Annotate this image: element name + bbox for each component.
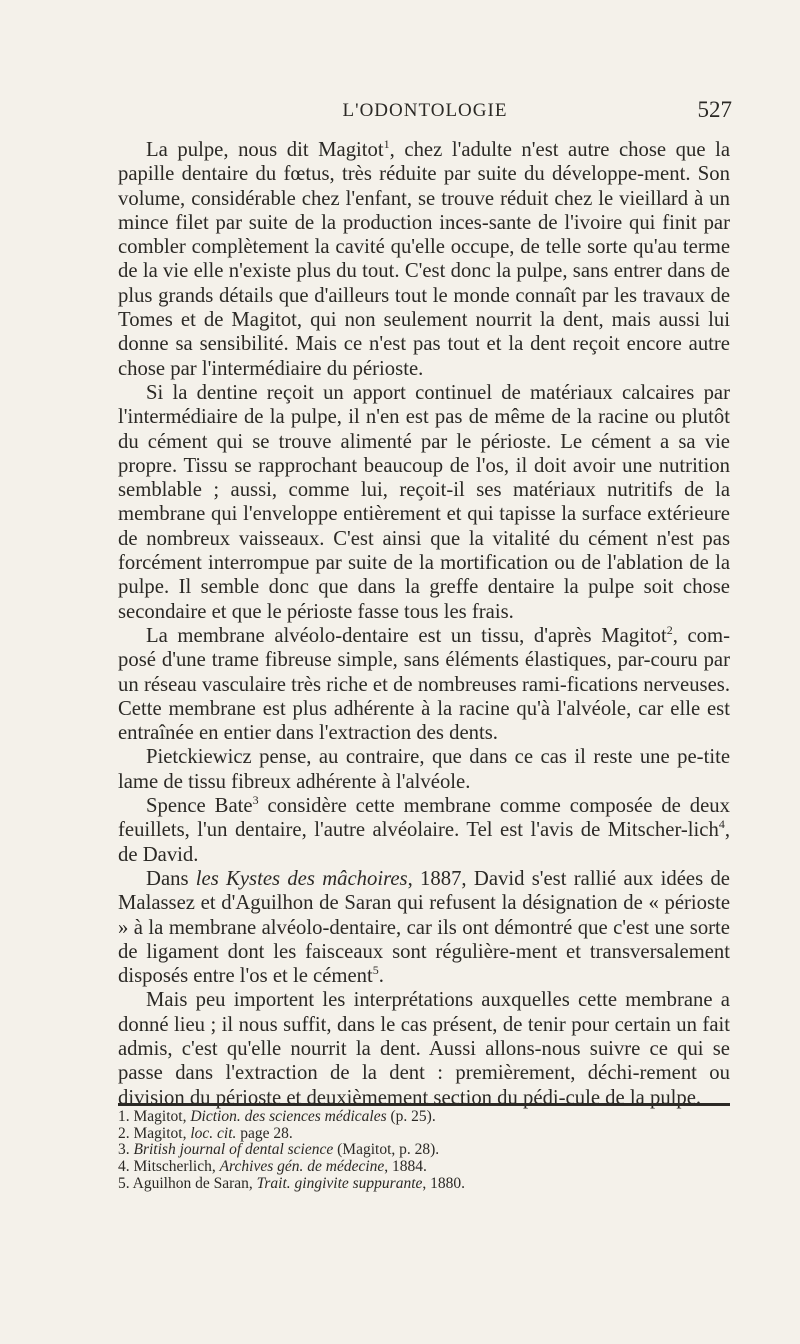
text-run: page 28. xyxy=(236,1124,293,1142)
text-run: Spence Bate xyxy=(146,795,253,818)
text-run: , de David. xyxy=(118,819,730,866)
text-run: 1. Magitot, xyxy=(118,1108,191,1125)
paragraph xyxy=(118,988,730,1109)
text-run: Si la dentine reçoit un apport continuel de matériaux calcaires par l'intermédiaire de la pulpe, il n'en est pas de même de la racine ou plutôt du cément qui se trouve alimenté par le périoste. Le cément a sa vie propre. Tissu se rapprochant beaucoup de l'os, il doit avoir une nutrition semblable ; aussi, comme lui, reçoit-il ses matériaux nutritifs de la membrane qui l'enveloppe entièrement et qui tapisse la surface extérieure de nombreux vaisseaux. C'est ainsi que la vitalité du cément n'est pas forcément interrompue par suite de la mortification ou de l'ablation de la pulpe. Il semble donc que dans la greffe dentaire la pulpe soit chose secondaire et que le périoste fasse tous les frais. xyxy=(118,381,730,623)
text-run: . xyxy=(378,965,384,988)
paragraph xyxy=(118,138,730,381)
body-text xyxy=(118,138,730,1110)
text-run: 2. Magitot, xyxy=(118,1124,191,1142)
footnotes xyxy=(118,1109,730,1193)
footnote-ref: 2 xyxy=(666,623,673,638)
italic-title: Trait. gingivite suppurante xyxy=(256,1174,423,1192)
italic-title: les Kystes des mâchoires xyxy=(195,867,408,890)
text-run: 4. Mitscherlich, xyxy=(118,1158,220,1176)
paragraph xyxy=(118,381,730,624)
text-run: , chez l'adulte n'est autre chose que la papille dentaire du fœtus, très réduite par suite du développe-ment. Son volume, considérable chez l'enfant, se trouve réduit chez le vieillard à un mince filet par suite de la production inces-sante de l'ivoire qui finit par combler complètement la cavité qu'elle occupe, de telle sorte qu'au terme de la vie elle n'existe plus du tout. C'est donc la pulpe, sans entrer dans de plus grands détails que d'ailleurs tout le monde connaît par les travaux de Tomes et de Magitot, qui non seulement nourrit la dent, mais aussi lui donne sa sensibilité. Mais ce n'est pas tout et la dent reçoit encore autre chose par l'intermédiaire du périoste. xyxy=(118,139,730,380)
paragraph xyxy=(118,867,730,988)
footnote-ref: 1 xyxy=(383,137,390,152)
text-run: (p. 25). xyxy=(386,1108,436,1125)
text-run: 3. xyxy=(118,1141,134,1159)
text-run: , 1880. xyxy=(422,1174,466,1192)
footnote xyxy=(118,1109,730,1126)
italic-title: British journal of dental science xyxy=(133,1141,334,1159)
page-number: 527 xyxy=(697,97,732,122)
footnote xyxy=(118,1142,730,1159)
italic-title: loc. cit. xyxy=(190,1124,237,1142)
text-run: Dans xyxy=(146,867,196,890)
text-run: , 1884. xyxy=(384,1158,427,1176)
text-run: 5. Aguilhon de Saran, xyxy=(118,1174,257,1192)
text-run: Mais peu importent les interprétations auxquelles cette membrane a donné lieu ; il nous suffit, dans le cas présent, de tenir pour certain un fait admis, c'est qu'elle nourrit la dent. Aussi allons-nous suivre ce qui se passe dans l'extraction de la dent : premièrement, déchi-rement ou division du périoste et deuxièmement section du pédi-cule de la pulpe. xyxy=(118,989,730,1109)
footnote-ref: 4 xyxy=(718,817,725,832)
footnote xyxy=(118,1176,730,1193)
footnote xyxy=(118,1159,730,1176)
italic-title: Archives gén. de médecine xyxy=(219,1158,385,1176)
footnote-ref: 5 xyxy=(372,963,379,978)
text-run: considère cette membrane comme composée de deux feuillets, l'un dentaire, l'autre alvéolaire. Tel est l'avis de Mitscher-lich xyxy=(118,795,730,842)
text-run: La pulpe, nous dit Magitot xyxy=(146,139,384,161)
footnote-rule xyxy=(118,1103,730,1106)
paragraph xyxy=(118,745,730,794)
running-title: L'ODONTOLOGIE xyxy=(342,100,508,121)
text-run: La membrane alvéolo-dentaire est un tissu, d'après Magitot xyxy=(146,624,667,647)
page-header xyxy=(118,97,732,130)
text-run: Pietckiewicz pense, au contraire, que dans ce cas il reste une pe-tite lame de tissu fibreux adhérente à l'alvéole. xyxy=(118,746,730,793)
text-run: , com-posé d'une trame fibreuse simple, sans éléments élastiques, par-couru par un réseau vasculaire très riche et de nombreuses rami-fications nerveuses. Cette membrane est plus adhérente à la racine qu'à l'alvéole, car elle est entraînée en entier dans l'extraction des dents. xyxy=(118,624,730,745)
paragraph xyxy=(118,794,730,867)
text-run: (Magitot, p. 28). xyxy=(333,1141,440,1159)
footnote-ref: 3 xyxy=(252,793,259,808)
italic-title: Diction. des sciences médicales xyxy=(190,1108,387,1125)
text-run: , 1887, David s'est rallié aux idées de Malassez et d'Aguilhon de Saran qui refusent la désignation de « périoste » à la membrane alvéolo-dentaire, car ils ont démontré que c'est une sorte de ligament dont les faisceaux sont régulière-ment et transversalement disposés entre l'os et le cément xyxy=(118,867,730,988)
paragraph xyxy=(118,624,730,745)
footnote xyxy=(118,1126,730,1143)
